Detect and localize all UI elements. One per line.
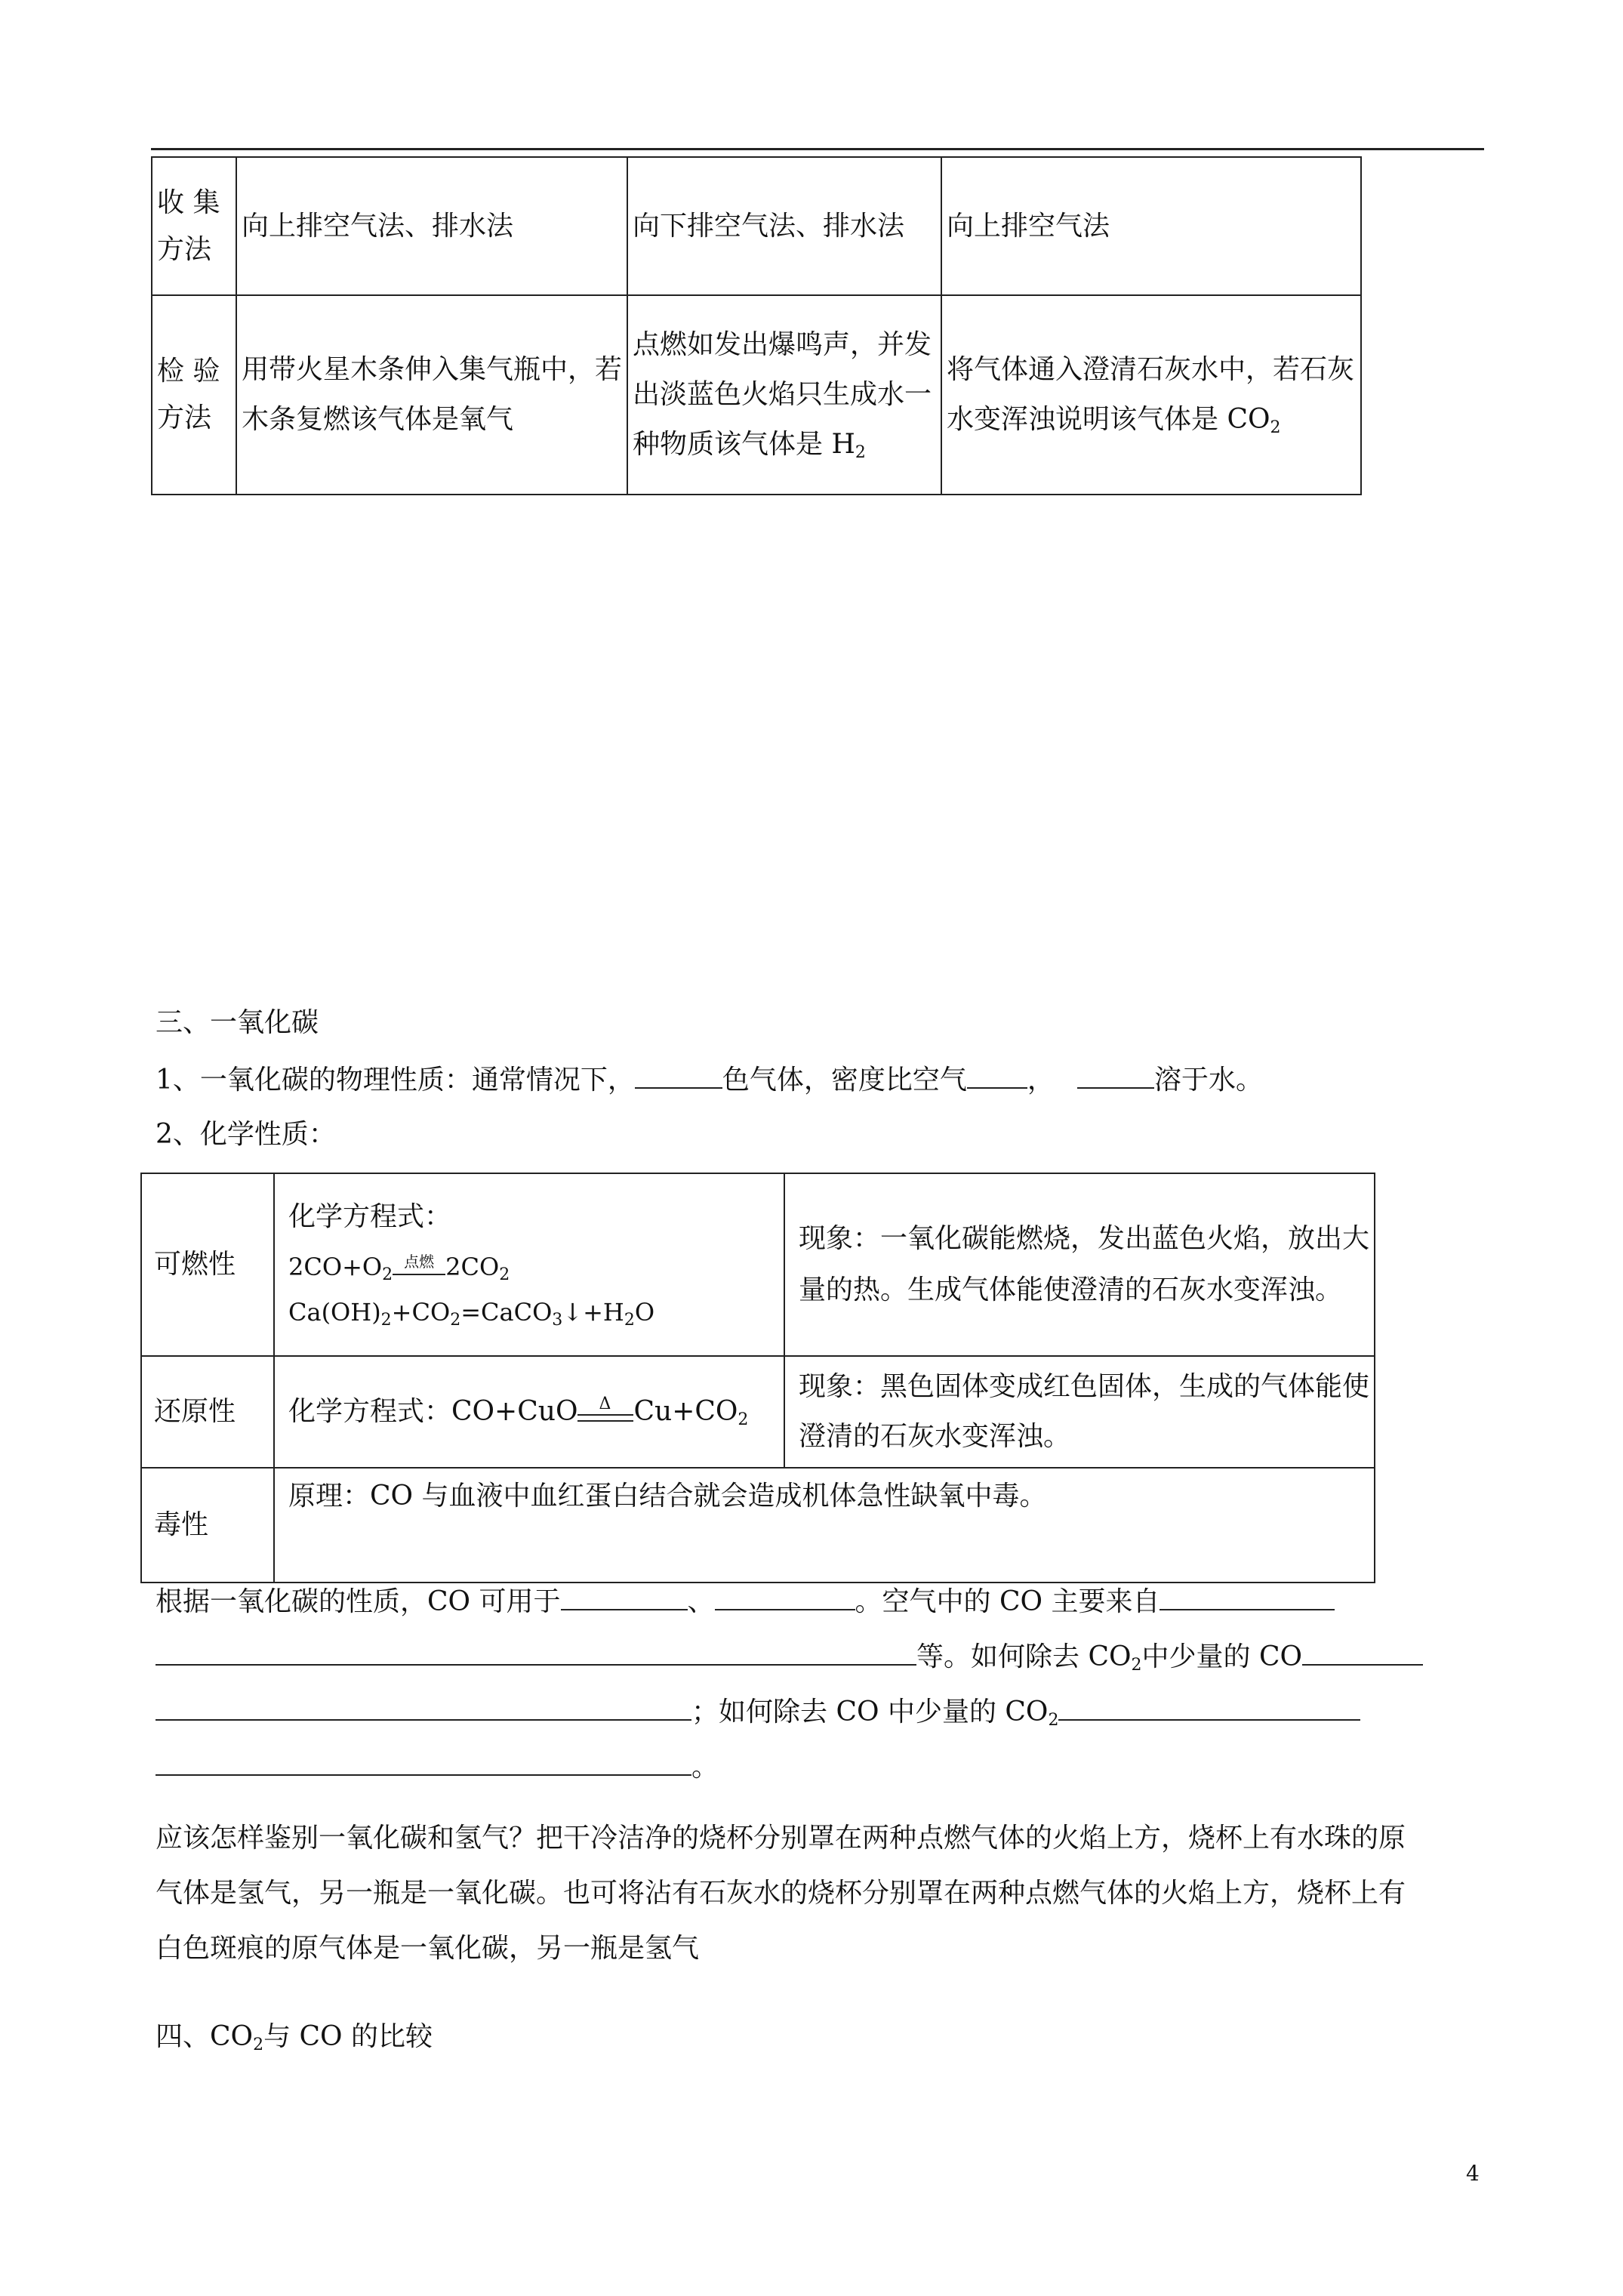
section-4-title <box>156 2019 433 2055</box>
phenomenon-cell <box>784 1356 1375 1468</box>
condition-label: 点燃 <box>404 1253 435 1271</box>
toxicity-cell <box>274 1468 1375 1583</box>
identify-paragraph-line-1: 应该怎样鉴别一氧化碳和氢气？把干冷洁净的烧杯分别罩在两种点燃气体的火焰上方，烧杯上有水珠的原 <box>156 1823 1406 1854</box>
row-header-test <box>152 295 236 495</box>
text: Ca(OH) <box>288 1298 381 1327</box>
subscript: 2 <box>382 1265 393 1284</box>
table-row <box>141 1173 1375 1356</box>
subscript: 2 <box>738 1410 749 1429</box>
fill-blank[interactable] <box>156 1641 916 1666</box>
co-properties-table <box>140 1173 1375 1583</box>
label-text: 毒性 <box>154 1509 209 1540</box>
row-header-collect <box>152 157 236 295</box>
equation-limewater <box>288 1290 779 1335</box>
section-3-title: 三、一氧化碳 <box>156 1007 319 1038</box>
fill-blank[interactable] <box>1160 1586 1335 1610</box>
subscript: 2 <box>380 1311 392 1330</box>
subscript: 2 <box>1048 1711 1059 1730</box>
cell-text: 用带火星木条伸入集气瓶中，若木条复燃该气体是氧气 <box>242 354 623 435</box>
text: 四、CO <box>156 2021 254 2052</box>
phenomenon-text: 现象：黑色固体变成红色固体，生成的气体能使澄清的石灰水变浑浊。 <box>799 1371 1370 1452</box>
text: 1、一氧化碳的物理性质：通常情况下， <box>156 1065 635 1096</box>
table-row <box>141 1356 1375 1468</box>
subscript: 2 <box>450 1311 461 1330</box>
text: ， <box>1027 1065 1055 1096</box>
uses-line-2 <box>156 1639 1423 1675</box>
text: ；如何除去 CO 中少量的 CO <box>691 1697 1049 1727</box>
text: =CaCO <box>460 1298 553 1327</box>
text: 与 CO 的比较 <box>263 2021 433 2052</box>
row-label <box>141 1356 274 1468</box>
cell-text: 向上排空气法 <box>947 210 1110 242</box>
identify-paragraph-line-3: 白色斑痕的原气体是一氧化碳，另一瓶是氢气 <box>156 1933 700 1964</box>
table-cell <box>236 157 627 295</box>
row-label <box>141 1173 274 1356</box>
text: 。 <box>691 1752 719 1783</box>
table-cell <box>627 157 941 295</box>
label-text: 还原性 <box>154 1396 236 1427</box>
reaction-condition <box>577 1395 633 1425</box>
fill-blank[interactable] <box>156 1752 691 1776</box>
equation-cell <box>274 1356 784 1468</box>
fill-blank[interactable] <box>1302 1641 1423 1666</box>
row-header-text: 检 验 方法 <box>157 356 220 433</box>
subscript: 2 <box>855 443 866 462</box>
fill-blank[interactable] <box>715 1586 855 1610</box>
text: 根据一氧化碳的性质，CO 可用于 <box>156 1586 561 1617</box>
heat-symbol: Δ <box>599 1395 611 1413</box>
uses-line-4 <box>156 1749 719 1786</box>
text: 2CO <box>445 1253 500 1281</box>
uses-line-1 <box>156 1584 1335 1620</box>
cell-text: 将气体通入澄清石灰水中，若石灰水变浑浊说明该气体是 CO <box>947 354 1355 435</box>
table-cell <box>236 295 627 495</box>
text: 溶于水。 <box>1153 1065 1263 1096</box>
text: ↓+H <box>562 1298 624 1327</box>
identify-paragraph-line-2: 气体是氢气，另一瓶是一氧化碳。也可将沾有石灰水的烧杯分别罩在两种点燃气体的火焰上方，烧杯上有 <box>156 1878 1406 1909</box>
subscript: 2 <box>253 2036 264 2054</box>
fill-blank[interactable] <box>1077 1065 1154 1089</box>
gas-comparison-table <box>151 156 1362 495</box>
subscript: 2 <box>1131 1656 1142 1675</box>
label-text: 可燃性 <box>154 1249 236 1280</box>
uses-line-3 <box>156 1694 1360 1730</box>
table-cell <box>941 157 1361 295</box>
equation-cell <box>274 1173 784 1356</box>
subscript: 2 <box>1270 418 1281 437</box>
row-label <box>141 1468 274 1583</box>
text: O <box>634 1298 655 1327</box>
text: 中少量的 CO <box>1141 1641 1303 1672</box>
reaction-condition <box>393 1253 445 1275</box>
fill-blank[interactable] <box>156 1697 691 1721</box>
cell-text: 向下排空气法、排水法 <box>633 210 905 242</box>
table-row <box>152 157 1361 295</box>
table-cell <box>627 295 941 495</box>
table-cell <box>941 295 1361 495</box>
row-header-text: 收 集 方法 <box>157 186 220 265</box>
subscript: 2 <box>499 1265 510 1284</box>
header-rule <box>151 148 1484 150</box>
text: 、 <box>687 1586 715 1617</box>
text: 等。如何除去 CO <box>916 1641 1132 1672</box>
cell-text: 点燃如发出爆鸣声，并发出淡蓝色火焰只生成水一种物质该气体是 H <box>633 329 932 460</box>
phenomenon-text: 现象：一氧化碳能燃烧，发出蓝色火焰，放出大量的热。生成气体能使澄清的石灰水变浑浊。 <box>799 1223 1370 1305</box>
subscript: 2 <box>624 1311 635 1330</box>
fill-blank[interactable] <box>967 1065 1027 1089</box>
phenomenon-cell <box>784 1173 1375 1356</box>
fill-blank[interactable] <box>635 1065 722 1089</box>
text: 化学方程式：CO+CuO <box>288 1396 578 1427</box>
chemical-properties-title: 2、化学性质： <box>156 1119 336 1150</box>
text: Cu+CO <box>633 1396 738 1427</box>
fill-blank[interactable] <box>1058 1697 1360 1721</box>
text: 2CO+O <box>288 1253 383 1281</box>
text: 。空气中的 CO 主要来自 <box>855 1586 1160 1617</box>
physical-properties-line <box>156 1062 1263 1099</box>
toxicity-text: 原理：CO 与血液中血红蛋白结合就会造成机体急性缺氧中毒。 <box>288 1481 1047 1512</box>
text: +CO <box>391 1298 451 1327</box>
table-row <box>141 1468 1375 1583</box>
subscript: 3 <box>552 1311 563 1330</box>
page-number: 4 <box>1466 2161 1480 2186</box>
text: 色气体，密度比空气 <box>722 1065 967 1096</box>
cell-text: 向上排空气法、排水法 <box>242 210 514 242</box>
table-row <box>152 295 1361 495</box>
fill-blank[interactable] <box>561 1586 688 1610</box>
equation-title: 化学方程式： <box>288 1201 452 1232</box>
equation-combustion <box>288 1244 779 1290</box>
